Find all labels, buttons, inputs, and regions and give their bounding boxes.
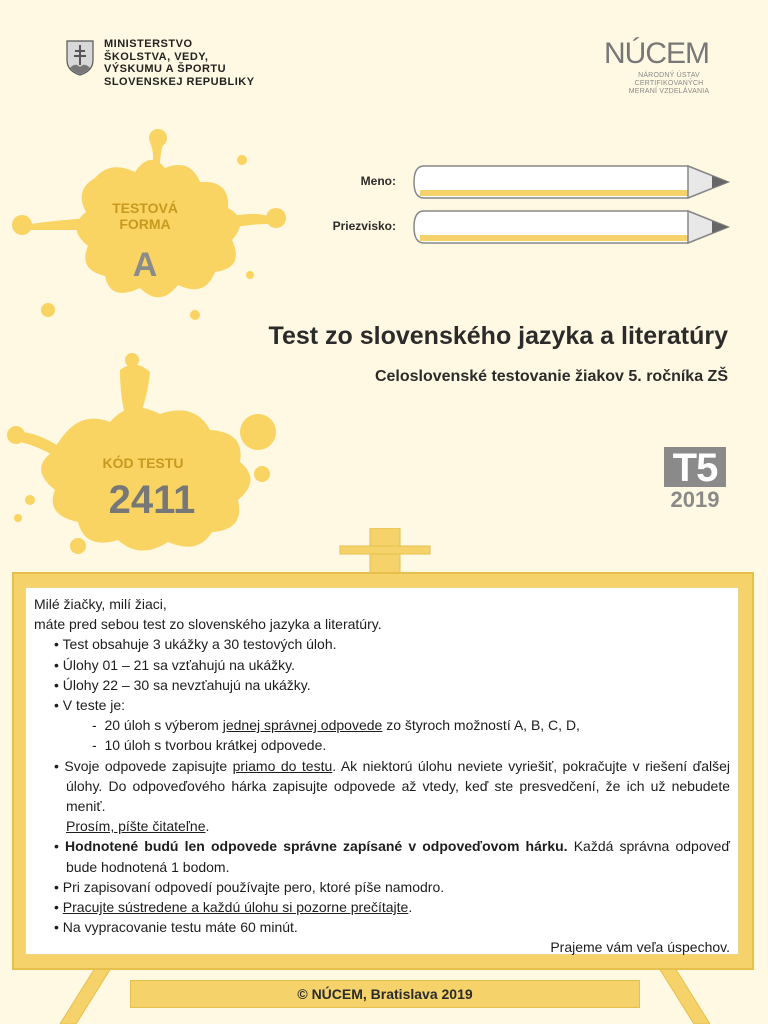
slovak-coat-of-arms-icon (66, 40, 94, 76)
ministry-name (104, 38, 255, 88)
nucem-subtitle-line: MERANÍ VZDELÁVANIA (628, 88, 710, 95)
list-item-emphasis: priamo do testu (232, 757, 333, 774)
list-item-text: . (205, 818, 210, 835)
list-item-text: V teste je: (62, 697, 126, 714)
nucem-logo (604, 38, 734, 96)
list-item: • Pracujte sústredene a každú úlohu si pozorne prečítajte. (54, 899, 413, 916)
page-subtitle: Celoslovenské testovanie žiakov 5. ročníka ZŠ (374, 368, 728, 385)
sub-item-text: zo štyroch možností A, B, C, D, (382, 717, 580, 734)
list-item: • Svoje odpovede zapisujte priamo do testu. Ak niektorú úlohu neviete vyriešiť, pokračujte v riešení ďalšej úlohy. Do odpoveďového hárka zapisujte odpovede až vtedy, keď ste presvedčení, že ich už nebudete meniť. (54, 757, 730, 815)
nucem-subtitle (604, 72, 734, 96)
test-code-number: 2411 (108, 478, 196, 522)
list-item-text: . Ak niektorú úlohu neviete vyriešiť, pokračujte v riešení ďalšej úlohy. Do odpoveďového hárka zapisujte odpovede až vtedy, keď ste presvedčení, že ich už nebudete meniť. (66, 757, 730, 815)
sub-item-emphasis: jednej správnej odpovede (222, 717, 383, 734)
list-item-text: Na vypracovanie testu máte 60 minút. (62, 919, 298, 936)
intro: máte pred sebou test zo slovenského jazyka a literatúry. (34, 616, 382, 633)
footer-copyright: © NÚCEM, Bratislava 2019 (130, 980, 640, 1008)
list-item-emphasis: Pracujte sústredene a každú úlohu si pozorne prečítajte (62, 899, 409, 916)
list-item-text: . (408, 899, 413, 916)
grade-badge: T5 (664, 447, 726, 487)
nucem-wordmark: NÚCEM (604, 37, 709, 70)
page-title: Test zo slovenského jazyka a literatúry (268, 322, 728, 350)
list-item-bold: Hodnotené budú len odpovede správne zapísané v odpoveďovom hárku. (65, 838, 568, 855)
list-item-text: Test obsahuje 3 ukážky a 30 testových úloh. (62, 636, 337, 653)
list-item: • Hodnotené budú len odpovede správne zapísané v odpoveďovom hárku. Každá správna odpoveď bude hodnotená 1 bodom. (54, 838, 730, 875)
list-item: • Úlohy 22 – 30 sa nevzťahujú na ukážky. (54, 676, 311, 693)
sub-item-text: 10 úloh s tvorbou krátkej odpovede. (104, 737, 327, 754)
nucem-subtitle-line: NÁRODNÝ ÚSTAV CERTIFIKOVANÝCH (634, 72, 704, 87)
sub-item-text: 20 úloh s výberom (104, 717, 223, 734)
name-field[interactable] (412, 164, 732, 200)
name-label: Meno: (360, 174, 396, 188)
greeting: Milé žiačky, milí žiaci, (34, 596, 167, 612)
ministry-line: SLOVENSKEJ REPUBLIKY (104, 75, 255, 88)
list-item-text: Úlohy 01 – 21 sa vzťahujú na ukážky. (62, 656, 296, 673)
ministry-line: VÝSKUMU A ŠPORTU (104, 63, 227, 75)
list-item: • Na vypracovanie testu máte 60 minút. (54, 919, 298, 936)
year-label: 2019 (670, 487, 720, 512)
list-item-text: Úlohy 22 – 30 sa nevzťahujú na ukážky. (62, 676, 311, 693)
list-item: • Pri zapisovaní odpovedí používajte pero, ktoré píše namodro. (54, 878, 445, 895)
sub-list-item: - 20 úloh s výberom jednej správnej odpovede zo štyroch možností A, B, C, D, (92, 717, 580, 734)
list-item-text: Každá správna odpoveď bude hodnotená 1 bodom. (66, 838, 730, 875)
ministry-line: MINISTERSTVO (104, 38, 193, 50)
list-item: • V teste je: (54, 697, 126, 714)
list-item-text: Svoje odpovede zapisujte (64, 757, 233, 774)
ministry-line: ŠKOLSTVA, VEDY, (104, 50, 209, 63)
sub-list-item: - 10 úloh s tvorbou krátkej odpovede. (92, 737, 327, 754)
easel-top-decoration (330, 528, 440, 578)
list-item: • Test obsahuje 3 ukážky a 30 testových úloh. (54, 636, 337, 653)
test-form-label (100, 200, 190, 232)
list-item: • Úlohy 01 – 21 sa vzťahujú na ukážky. (54, 656, 296, 673)
test-code-label: KÓD TESTU (102, 455, 184, 471)
test-form-label-line: TESTOVÁ (112, 200, 178, 216)
legibility-note: Prosím, píšte čitateľne (66, 818, 206, 835)
list-item-continuation (34, 816, 730, 836)
closing-wish: Prajeme vám veľa úspechov. (550, 939, 730, 956)
surname-field[interactable] (412, 209, 732, 245)
test-form-letter: A (132, 246, 158, 284)
surname-label: Priezvisko: (332, 219, 396, 233)
list-item-text: Pri zapisovaní odpovedí používajte pero, ktoré píše namodro. (62, 878, 445, 895)
instructions-text (34, 594, 730, 958)
test-form-label-line: FORMA (119, 216, 171, 232)
